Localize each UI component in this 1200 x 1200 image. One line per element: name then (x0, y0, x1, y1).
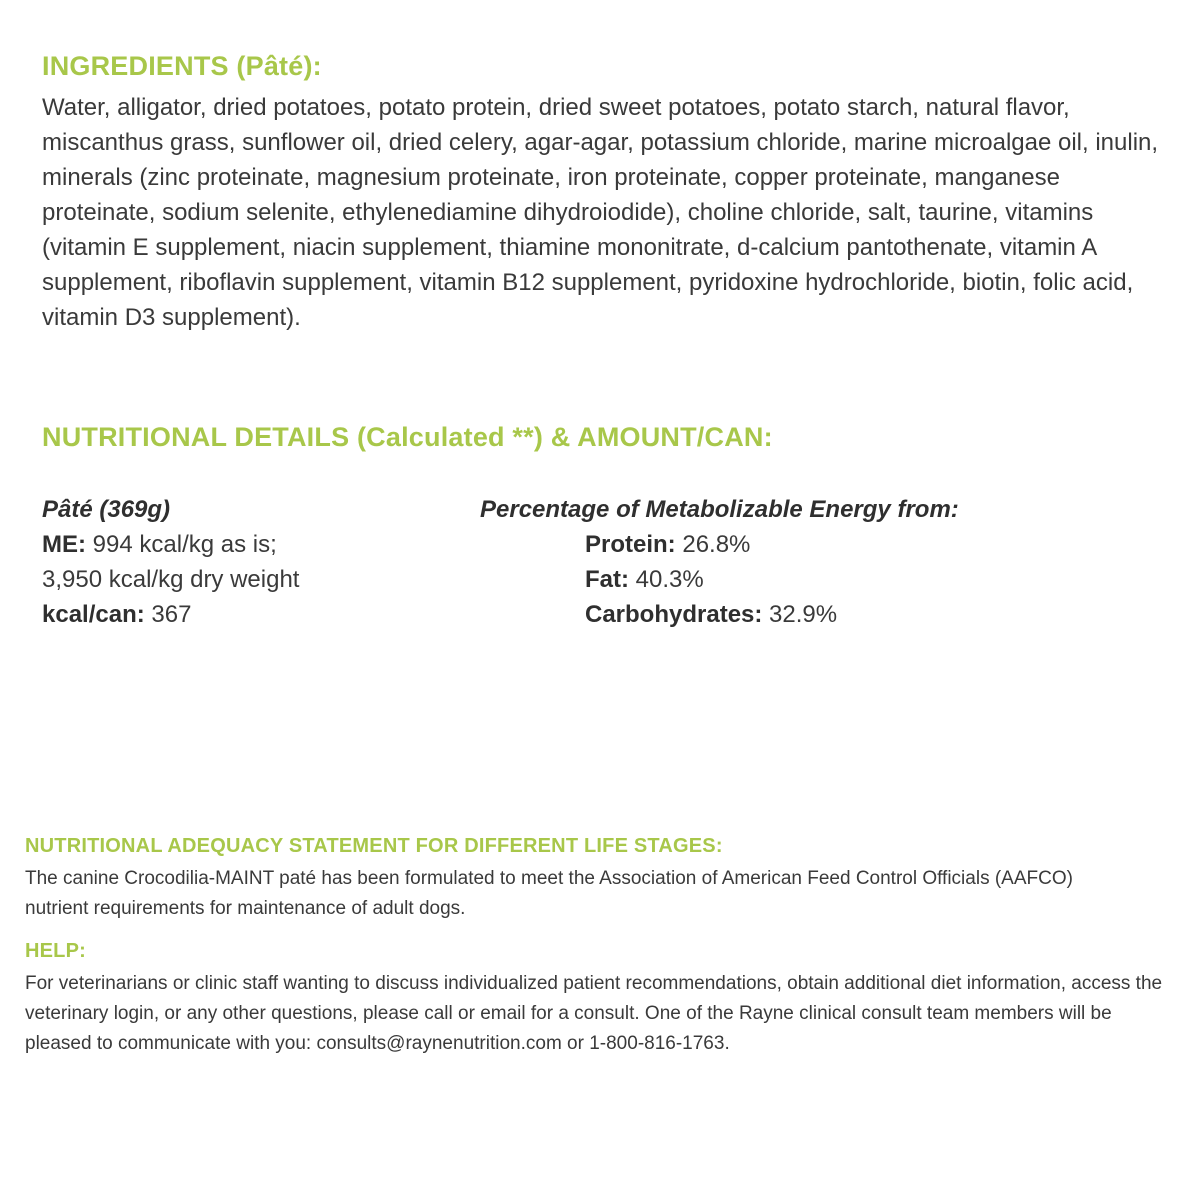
nutritional-details-heading: NUTRITIONAL DETAILS (Calculated **) & AMOUNT/CAN: (42, 422, 773, 452)
adequacy-heading: NUTRITIONAL ADEQUACY STATEMENT FOR DIFFERENT LIFE STAGES: (25, 835, 723, 857)
pate-column (42, 492, 480, 632)
kcal-can-line (42, 597, 480, 632)
help-section (25, 939, 1170, 1059)
adequacy-body: The canine Crocodilia-MAINT paté has been formulated to meet the Association of American Feed Control Officials (AAFCO) nutrient requirements for maintenance of adult dogs. (25, 868, 1073, 919)
help-body: For veterinarians or clinic staff wanting to discuss individualized patient recommendations, obtain additional diet information, access the veterinary login, or any other questions, please call or email for a consult. One of the Rayne clinical consult team members will be pleased to communicate with you: consults@raynenutrition.com or 1-800-816-1763. (25, 973, 1163, 1054)
protein-value: 26.8% (682, 531, 751, 558)
me-label: ME: (42, 531, 86, 558)
energy-title: Percentage of Metabolizable Energy from: (480, 496, 959, 523)
help-heading: HELP: (25, 940, 86, 962)
protein-line (585, 527, 1162, 562)
adequacy-section (25, 834, 1170, 924)
ingredients-section (42, 50, 1172, 335)
me-value: 994 kcal/kg as is; (92, 531, 277, 558)
fat-value: 40.3% (635, 566, 704, 593)
carbohydrates-value: 32.9% (769, 601, 838, 628)
energy-column (480, 492, 1162, 632)
nutritional-details-columns (42, 492, 1162, 632)
kcal-can-value: 367 (151, 601, 192, 628)
ingredients-body: Water, alligator, dried potatoes, potato protein, dried sweet potatoes, potato starch, natural flavor, miscanthus grass, sunflower oil, dried celery, agar-agar, potassium chloride, marine microalgae oil, inulin, minerals (zinc proteinate, magnesium proteinate, iron proteinate, copper proteinate, manganese proteinate, sodium selenite, ethylenediamine dihydroiodide), choline chloride, salt, taurine, vitamins (vitamin E supplement, niacin supplement, thiamine mononitrate, d-calcium pantothenate, vitamin A supplement, riboflavin supplement, vitamin B12 supplement, pyridoxine hydrochloride, biotin, folic acid, vitamin D3 supplement). (42, 94, 1159, 331)
protein-label: Protein: (585, 531, 676, 558)
ingredients-heading: INGREDIENTS (Pâté): (42, 51, 322, 81)
kcal-can-label: kcal/can: (42, 601, 145, 628)
dry-weight-line: 3,950 kcal/kg dry weight (42, 566, 300, 593)
fat-label: Fat: (585, 566, 629, 593)
carbohydrates-line (585, 597, 1162, 632)
energy-rows (585, 527, 1162, 632)
carbohydrates-label: Carbohydrates: (585, 601, 763, 628)
me-line (42, 527, 480, 562)
pate-title: Pâté (369g) (42, 496, 171, 523)
fat-line (585, 562, 1162, 597)
